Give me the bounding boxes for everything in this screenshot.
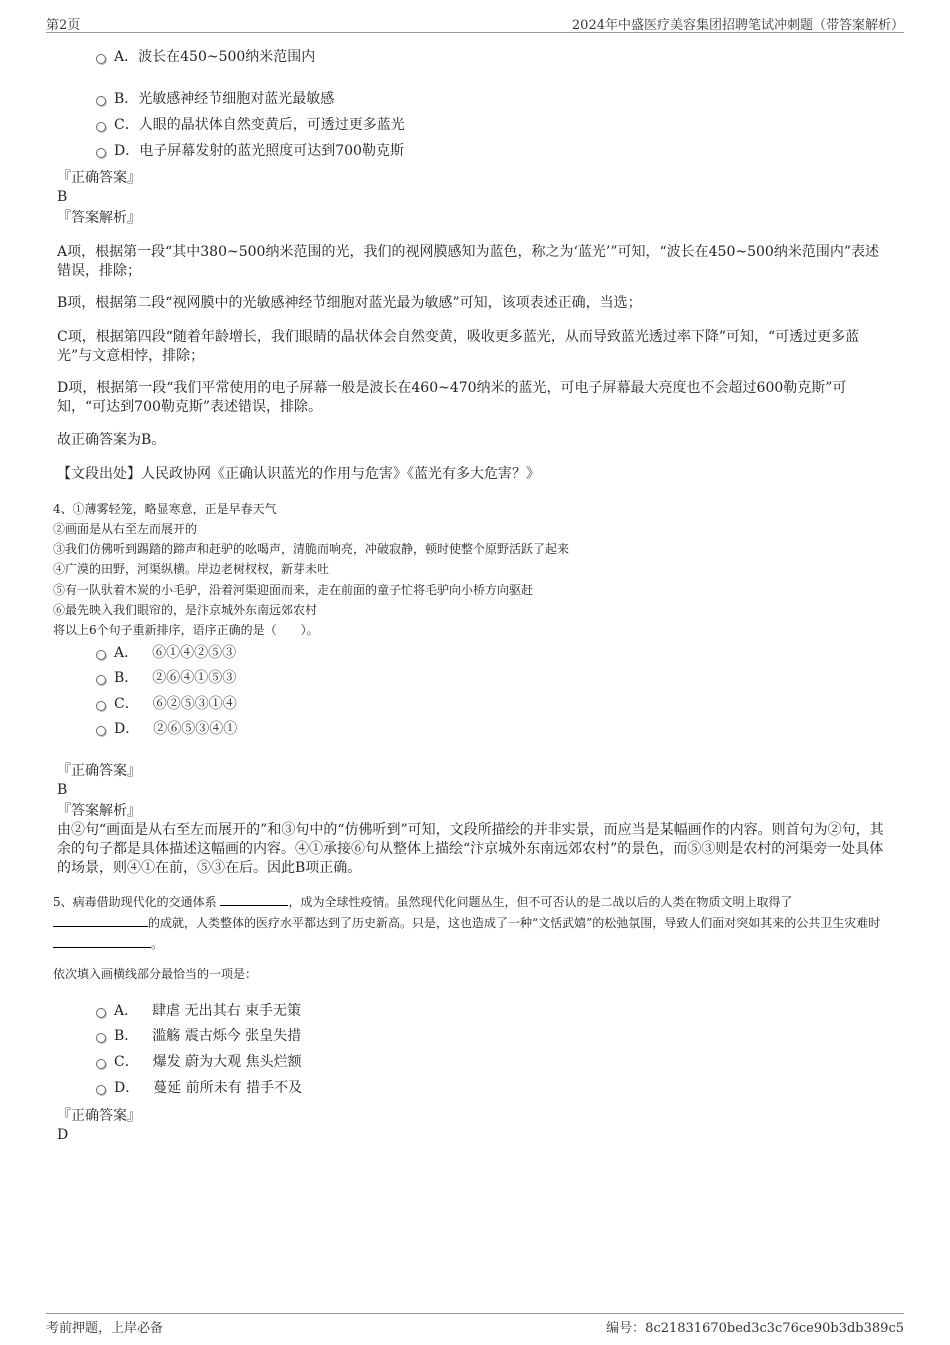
radio-icon[interactable] (96, 675, 106, 685)
q4-analysis: 由②句“画面是从右至左而展开的”和③句中的“仿佛听到”可知，文段所描绘的并非实景，而应当是某幅画作的内容。则首句为②句，其余的句子都是具体描述这幅画的内容。④①承接⑥句从整体上描绘“汴京城外东南远郊农村”的景色，而⑤③则是农村的河渠旁一处具体的场景，则④①在前，⑤③在后。因此B项正确。 (57, 822, 884, 876)
q4-option-d[interactable]: D． ②⑥⑤③④① (96, 720, 237, 738)
q4-analysis-heading: 『答案解析』 (57, 803, 141, 819)
radio-icon[interactable] (96, 148, 106, 158)
q3-analysis-heading: 『答案解析』 (57, 210, 141, 226)
q5-option-a[interactable]: A． 肆虐 无出其右 束手无策 (96, 1002, 301, 1020)
q4-option-c[interactable]: C． ⑥②⑤③①④ (96, 695, 237, 713)
q5-answer-heading: 『正确答案』 (57, 1108, 141, 1124)
page-footer (46, 1313, 904, 1336)
radio-icon[interactable] (96, 701, 106, 711)
radio-icon[interactable] (96, 122, 106, 132)
radio-icon[interactable] (96, 1033, 106, 1043)
radio-icon[interactable] (96, 54, 106, 64)
footer-slogan: 考前押题，上岸必备 (46, 1321, 164, 1336)
q5-stem: 5、病毒借助现代化的交通体系 ，成为全球性疫情。虽然现代化问题丛生，但不可否认的是二战以后的人类在物质文明上取得了 的成就，人类整体的医疗水平都达到了历史新高。只是，这也造成了一种“文恬武嬉”的松弛氛围，导致人们面对突如其来的公共卫生灾难时 。 (53, 895, 881, 951)
q5-option-b[interactable]: B． 滥觞 震古烁今 张皇失措 (96, 1027, 301, 1045)
q4-option-a[interactable]: A． ⑥①④②⑤③ (96, 644, 236, 662)
q4-line-6: ⑥最先映入我们眼帘的，是汴京城外东南远郊农村 (53, 603, 318, 617)
radio-icon[interactable] (96, 1085, 106, 1095)
radio-icon[interactable] (96, 1008, 106, 1018)
q5-option-c[interactable]: C． 爆发 蔚为大观 焦头烂额 (96, 1053, 302, 1071)
blank-2 (53, 914, 148, 927)
q3-analysis-b: B项，根据第二段“视网膜中的光敏感神经节细胞对蓝光最为敏感”可知，该项表述正确，当选； (57, 295, 642, 311)
q3-analysis-a: A项，根据第一段“其中380~500纳米范围的光，我们的视网膜感知为蓝色，称之为‘蓝光’”可知，“波长在450~500纳米范围内”表述错误，排除； (57, 244, 879, 279)
q5-prompt: 依次填入画横线部分最恰当的一项是： (53, 967, 258, 981)
q3-answer: B (57, 189, 68, 205)
blank-1 (220, 893, 288, 906)
page-header (46, 14, 904, 33)
q3-source: 【文段出处】人民政协网《正确认识蓝光的作用与危害》《蓝光有多大危害？》 (57, 466, 540, 482)
q3-option-d[interactable]: D．电子屏幕发射的蓝光照度可达到700勒克斯 (96, 142, 404, 160)
q5-option-d[interactable]: D． 蔓延 前所未有 措手不及 (96, 1079, 302, 1097)
q4-line-3: ③我们仿佛听到踢踏的蹄声和赶驴的吆喝声，清脆而响亮，冲破寂静，顿时使整个原野活跃了起来 (53, 542, 570, 556)
q4-answer: B (57, 782, 68, 798)
radio-icon[interactable] (96, 650, 106, 660)
document-id: 编号：8c21831670bed3c3c76ce90b3db389c5 (606, 1321, 904, 1336)
radio-icon[interactable] (96, 96, 106, 106)
q4-line-1: 4、①薄雾轻笼，略显寒意，正是早春天气 (53, 502, 277, 516)
document-title: 2024年中盛医疗美容集团招聘笔试冲刺题（带答案解析） (571, 18, 904, 33)
q4-line-4: ④广漠的田野，河渠纵横。岸边老树杈杈，新芽未吐 (53, 562, 330, 576)
q3-analysis-c: C项，根据第四段“随着年龄增长，我们眼睛的晶状体会自然变黄，吸收更多蓝光，从而导致蓝光透过率下降”可知，“可透过更多蓝光”与文意相悖，排除； (57, 329, 860, 364)
page-number: 第2页 (46, 18, 81, 33)
q5-answer: D (57, 1127, 69, 1143)
radio-icon[interactable] (96, 726, 106, 736)
q3-option-a[interactable]: A．波长在450~500纳米范围内 (96, 48, 315, 66)
q3-analysis-d: D项，根据第一段“我们平常使用的电子屏幕一般是波长在460~470纳米的蓝光，可电子屏幕最大亮度也不会超过600勒克斯”可知，“可达到700勒克斯”表述错误，排除。 (57, 380, 847, 415)
radio-icon[interactable] (96, 1059, 106, 1069)
q4-line-2: ②画面是从右至左而展开的 (53, 522, 198, 536)
q4-option-b[interactable]: B． ②⑥④①⑤③ (96, 669, 236, 687)
q3-answer-heading: 『正确答案』 (57, 170, 141, 186)
q4-answer-heading: 『正确答案』 (57, 763, 141, 779)
q4-line-5: ⑤有一队驮着木炭的小毛驴，沿着河渠迎面而来，走在前面的童子忙将毛驴向小桥方向驱赶 (53, 583, 534, 597)
q3-option-c[interactable]: C．人眼的晶状体自然变黄后，可透过更多蓝光 (96, 116, 405, 134)
q3-option-b[interactable]: B．光敏感神经节细胞对蓝光最敏感 (96, 90, 334, 108)
blank-3 (53, 935, 151, 948)
q4-prompt: 将以上6个句子重新排序，语序正确的是（ ）。 (53, 623, 319, 637)
q3-conclusion: 故正确答案为B。 (57, 432, 166, 448)
